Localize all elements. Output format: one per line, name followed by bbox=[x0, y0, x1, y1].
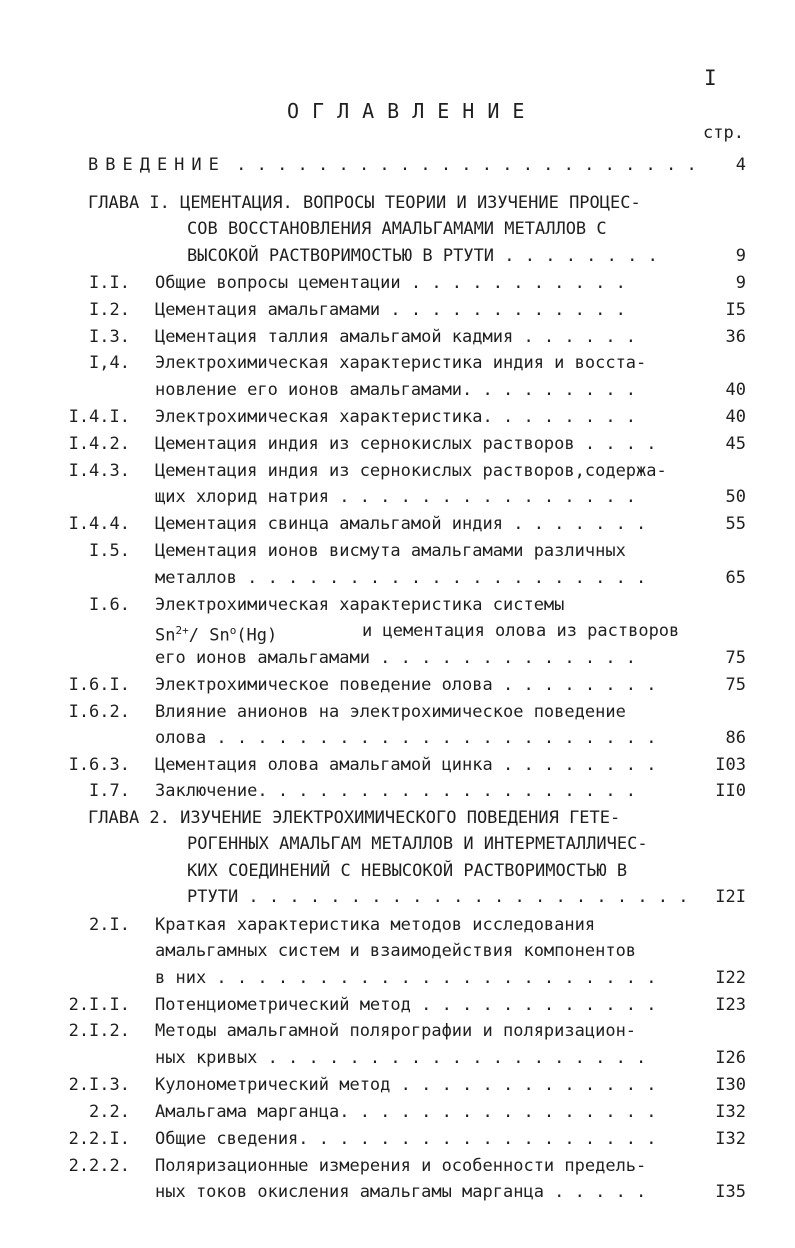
section-number: I.4.2. bbox=[68, 434, 130, 454]
toc-page-number: 9 bbox=[735, 246, 746, 266]
toc-page-number: 36 bbox=[725, 327, 746, 347]
section-title: Цементация свинца амальгамой индия . . . . . . . bbox=[155, 514, 647, 534]
toc-page-number: I5 bbox=[725, 300, 746, 320]
toc-page-number: I32 bbox=[715, 1129, 746, 1149]
section-title: щих хлорид натрия . . . . . . . . . . . . . . . bbox=[155, 487, 637, 507]
toc-page-number: I23 bbox=[715, 995, 746, 1015]
leader-dots: . . . . . . . . . . . . . . . . . . . . . . . bbox=[236, 155, 697, 175]
page-number: I bbox=[704, 66, 717, 90]
toc-page-number: 45 bbox=[725, 434, 746, 454]
chapter-title-line: КИХ СОЕДИНЕНИЙ С НЕВЫСОКОЙ РАСТВОРИМОСТЬЮ В bbox=[187, 861, 628, 881]
toc-page-number: I2I bbox=[715, 887, 746, 907]
toc-page-number: I22 bbox=[715, 968, 746, 988]
toc-page-number: 50 bbox=[725, 487, 746, 507]
section-number: I.7. bbox=[89, 781, 130, 801]
section-title: Электрохимическое поведение олова . . . . . . . . bbox=[155, 675, 657, 695]
section-title: Общие вопросы цементации . . . . . . . . . . . bbox=[155, 273, 626, 293]
section-title-formula bbox=[155, 621, 277, 646]
chapter-title-line: ЦЕМЕНТАЦИЯ. ВОПРОСЫ ТЕОРИИ И ИЗУЧЕНИЕ ПРОЦЕС- bbox=[180, 193, 641, 213]
section-number: I.I. bbox=[89, 273, 130, 293]
chapter-title-line: ИЗУЧЕНИЕ ЭЛЕКТРОХИМИЧЕСКОГО ПОВЕДЕНИЯ ГЕТЕ- bbox=[180, 808, 621, 828]
chapter-title-line: РТУТИ . . . . . . . . . . . . . . . . . . . . . . bbox=[187, 887, 689, 907]
section-number: I.4.4. bbox=[68, 514, 130, 534]
chapter-title-line: ВЫСОКОЙ РАСТВОРИМОСТЬЮ В РТУТИ . . . . . . . . bbox=[187, 246, 658, 266]
section-title: и цементация олова из растворов bbox=[362, 621, 680, 641]
section-title: Кулонометрический метод . . . . . . . . . . . . . bbox=[155, 1075, 657, 1095]
section-title: Цементация индия из сернокислых растворов,содержа- bbox=[155, 461, 667, 481]
toc-page-number: 65 bbox=[725, 568, 746, 588]
formula-text: (Hg) bbox=[236, 625, 278, 646]
toc-page-number: I03 bbox=[715, 755, 746, 775]
section-title: Цементация индия из сернокислых растворов . . . . bbox=[155, 434, 657, 454]
formula-superscript: 2+ bbox=[175, 624, 189, 637]
section-number: I.6. bbox=[89, 595, 130, 615]
formula-text: / Sn bbox=[188, 625, 230, 646]
section-number: 2.I.3. bbox=[68, 1075, 130, 1095]
section-title: Краткая характеристика методов исследования bbox=[155, 915, 596, 935]
section-title: Цементация олова амальгамой цинка . . . . . . . . bbox=[155, 755, 657, 775]
section-title: Методы амальгамной полярографии и поляризацион- bbox=[155, 1021, 637, 1041]
toc-page-number: I26 bbox=[715, 1048, 746, 1068]
section-title: Цементация амальгамами . . . . . . . . . . . . bbox=[155, 300, 626, 320]
section-number: 2.I.I. bbox=[68, 995, 130, 1015]
section-title: амальгамных систем и взаимодействия компонентов bbox=[155, 941, 637, 961]
section-title: Электрохимическая характеристика системы bbox=[155, 595, 565, 615]
section-title: Потенциометрический метод . . . . . . . . . . . . bbox=[155, 995, 657, 1015]
section-title: ных кривых . . . . . . . . . . . . . . . . . . . bbox=[155, 1048, 647, 1068]
section-title: Поляризационные измерения и особенности предель- bbox=[155, 1156, 647, 1176]
section-number: I,4. bbox=[89, 353, 130, 373]
toc-page-number: 40 bbox=[725, 407, 746, 427]
section-number: I.4.I. bbox=[68, 407, 130, 427]
section-number: I.5. bbox=[89, 541, 130, 561]
section-title: Цементация таллия амальгамой кадмия . . . . . . bbox=[155, 327, 637, 347]
page-column-label: стр. bbox=[703, 123, 744, 143]
section-title: Цементация ионов висмута амальгамами различных bbox=[155, 541, 626, 561]
toc-page-number: II0 bbox=[715, 781, 746, 801]
section-number: 2.2.I. bbox=[68, 1129, 130, 1149]
section-title: металлов . . . . . . . . . . . . . . . . . . . . bbox=[155, 568, 647, 588]
section-title: Амальгама марганца. . . . . . . . . . . . . . . . bbox=[155, 1102, 657, 1122]
intro-title: ВВЕДЕНИЕ bbox=[88, 155, 226, 175]
chapter-title-line: РОГЕННЫХ АМАЛЬГАМ МЕТАЛЛОВ И ИНТЕРМЕТАЛЛИЧЕС- bbox=[187, 834, 648, 854]
toc-page-number: I30 bbox=[715, 1075, 746, 1095]
toc-intro bbox=[88, 155, 697, 175]
formula-text: Sn bbox=[155, 625, 176, 646]
toc-page-number: 75 bbox=[725, 675, 746, 695]
chapter-label: ГЛАВА I. bbox=[88, 193, 170, 213]
section-title: ных токов окисления амальгамы марганца . . . . . bbox=[155, 1182, 647, 1202]
formula-superscript: o bbox=[229, 624, 237, 637]
chapter-2-heading bbox=[88, 808, 620, 828]
toc-page-number: I35 bbox=[715, 1182, 746, 1202]
page-title: ОГЛАВЛЕНИЕ bbox=[287, 99, 538, 123]
section-title: в них . . . . . . . . . . . . . . . . . . . . . . bbox=[155, 968, 657, 988]
section-title: Общие сведения. . . . . . . . . . . . . . . . . . bbox=[155, 1129, 657, 1149]
section-title: Электрохимическая характеристика. . . . . . . . bbox=[155, 407, 637, 427]
chapter-title-line: СОВ ВОССТАНОВЛЕНИЯ АМАЛЬГАМАМИ МЕТАЛЛОВ С bbox=[187, 219, 607, 239]
section-title: Заключение. . . . . . . . . . . . . . . . . . . bbox=[155, 781, 637, 801]
section-number: 2.2.2. bbox=[68, 1156, 130, 1176]
section-number: I.6.3. bbox=[68, 755, 130, 775]
section-number: 2.2. bbox=[89, 1102, 130, 1122]
section-number: I.2. bbox=[89, 300, 130, 320]
section-number: I.4.3. bbox=[68, 461, 130, 481]
section-title: Электрохимическая характеристика индия и восста- bbox=[155, 353, 647, 373]
chapter-label: ГЛАВА 2. bbox=[88, 808, 170, 828]
toc-page-number: 86 bbox=[725, 728, 746, 748]
toc-page-number: 40 bbox=[725, 380, 746, 400]
section-number: 2.I. bbox=[89, 915, 130, 935]
chapter-1-heading bbox=[88, 193, 641, 213]
toc-page-number: 9 bbox=[735, 273, 746, 293]
section-title: новление его ионов амальгамами. . . . . . . . . bbox=[155, 380, 637, 400]
toc-page-number: 75 bbox=[725, 648, 746, 668]
toc-page-number: 55 bbox=[725, 514, 746, 534]
section-number: I.3. bbox=[89, 327, 130, 347]
section-number: I.6.I. bbox=[68, 675, 130, 695]
section-number: 2.I.2. bbox=[68, 1021, 130, 1041]
section-title: его ионов амальгамами . . . . . . . . . . . . . bbox=[155, 648, 637, 668]
section-number: I.6.2. bbox=[68, 702, 130, 722]
section-title: олова . . . . . . . . . . . . . . . . . . . . . . bbox=[155, 728, 657, 748]
section-title: Влияние анионов на электрохимическое поведение bbox=[155, 702, 626, 722]
toc-page-number: 4 bbox=[735, 155, 746, 175]
toc-page-number: I32 bbox=[715, 1102, 746, 1122]
